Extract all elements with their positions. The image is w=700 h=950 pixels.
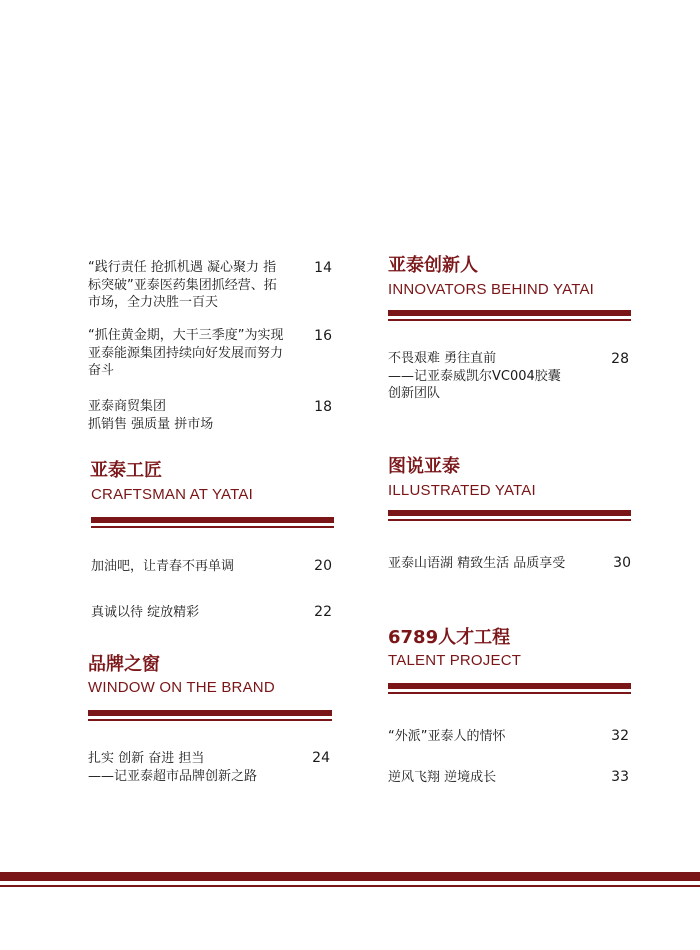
footer-rule-thick (0, 872, 700, 881)
toc-entry-title[interactable]: 真诚以待 绽放精彩 (91, 605, 200, 620)
toc-entry-page: 30 (613, 555, 631, 571)
section-rule-thin (388, 692, 631, 694)
section-title-en: WINDOW ON THE BRAND (88, 679, 275, 696)
section-rule-thick (388, 310, 631, 316)
footer-rule-thin (0, 885, 700, 887)
section-title-en: ILLUSTRATED YATAI (388, 482, 536, 499)
section-title-en: INNOVATORS BEHIND YATAI (388, 281, 595, 298)
section-rule-thin (91, 526, 334, 528)
toc-entry-page: 18 (314, 399, 332, 415)
section-rule-thick (88, 710, 332, 716)
toc-entry-title[interactable]: 亚泰山语湖 精致生活 品质享受 (388, 556, 566, 571)
toc-entry-title[interactable]: 不畏艰难 勇往直前 ——记亚泰威凯尔VC004胶囊 创新团队 (388, 351, 561, 401)
toc-entry-page: 32 (611, 728, 629, 744)
section-rule-thin (388, 519, 631, 521)
toc-entry-title[interactable]: 亚泰商贸集团 抓销售 强质量 拼市场 (88, 399, 214, 432)
section-rule-thick (388, 683, 631, 689)
toc-entry-page: 22 (314, 604, 332, 620)
section-rule-thick (91, 517, 334, 523)
section-title-cn: 亚泰创新人 (388, 255, 478, 276)
toc-entry-title[interactable]: 逆风飞翔 逆境成长 (388, 770, 497, 785)
section-rule-thick (388, 510, 631, 516)
section-title-cn: 图说亚泰 (388, 456, 460, 477)
section-title-en: TALENT PROJECT (388, 652, 522, 669)
toc-entry-title[interactable]: “外派”亚泰人的情怀 (388, 729, 506, 744)
section-title-cn: 品牌之窗 (88, 654, 160, 675)
toc-entry-page: 14 (314, 260, 332, 276)
section-title-cn: 6789人才工程 (388, 627, 511, 648)
section-rule-thin (388, 319, 631, 321)
toc-entry-title[interactable]: “抓住黄金期，大干三季度”为实现 亚泰能源集团持续向好发展而努力 奋斗 (88, 328, 284, 378)
toc-entry-title[interactable]: 加油吧，让青春不再单调 (91, 559, 235, 574)
toc-entry-page: 33 (611, 769, 629, 785)
toc-entry-title[interactable]: “践行责任 抢抓机遇 凝心聚力 指 标突破”亚泰医药集团抓经营、拓 市场，全力决胜一百天 (88, 260, 277, 310)
toc-entry-page: 20 (314, 558, 332, 574)
section-rule-thin (88, 719, 332, 721)
toc-entry-page: 28 (611, 351, 629, 367)
section-title-cn: 亚泰工匠 (90, 460, 162, 481)
toc-entry-page: 16 (314, 328, 332, 344)
section-title-en: CRAFTSMAN AT YATAI (91, 486, 253, 503)
toc-entry-title[interactable]: 扎实 创新 奋进 担当 ——记亚泰超市品牌创新之路 (88, 751, 258, 784)
toc-entry-page: 24 (312, 750, 330, 766)
